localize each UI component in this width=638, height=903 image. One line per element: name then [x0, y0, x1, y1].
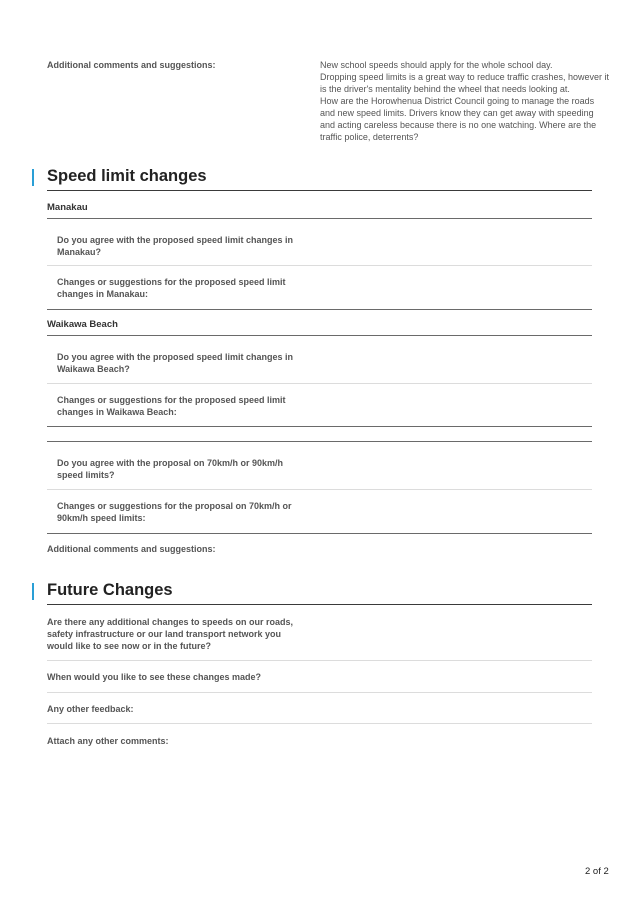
general-question-suggestions: Changes or suggestions for the proposal on 70km/h or 90km/h speed limits: [57, 501, 292, 523]
divider [47, 309, 592, 310]
top-comments-row [47, 59, 609, 142]
answer-line: New school speeds should apply for the whole school day. [320, 60, 553, 70]
answer-line: and acting careless because there is no one watching. Where are the [320, 120, 597, 130]
future-question-attach: Attach any other comments: [47, 736, 169, 746]
divider [47, 426, 592, 427]
waikawa-heading: Waikawa Beach [47, 319, 118, 330]
speed-additional-comments: Additional comments and suggestions: [47, 544, 216, 554]
answer-line: traffic police, deterrents? [320, 132, 419, 142]
future-question-additional-changes: Are there any additional changes to speeds on our roads, safety infrastructure or our land transport network you would like to see now or in the future? [47, 617, 294, 651]
waikawa-question-agree: Do you agree with the proposed speed limit changes in Waikawa Beach? [57, 352, 294, 374]
waikawa-question-suggestions: Changes or suggestions for the proposed speed limit changes in Waikawa Beach: [57, 395, 286, 417]
future-question-when: When would you like to see these changes made? [47, 672, 262, 682]
general-question-agree: Do you agree with the proposal on 70km/h or 90km/h speed limits? [57, 458, 284, 480]
answer-line: How are the Horowhenua District Council going to manage the roads [320, 96, 595, 106]
divider [47, 383, 592, 384]
section-title: Speed limit changes [47, 167, 207, 185]
top-comments-label: Additional comments and suggestions: [47, 60, 216, 70]
manakau-question-suggestions: Changes or suggestions for the proposed speed limit changes in Manakau: [57, 277, 286, 299]
answer-line: is the driver's mentality behind the wheel that needs looking at. [320, 84, 570, 94]
page-number: 2 of 2 [585, 866, 609, 877]
answer-line: Dropping speed limits is a great way to reduce traffic crashes, however it [320, 72, 609, 82]
divider [47, 441, 592, 442]
divider [47, 533, 592, 534]
answer-line: and new speed limits. Drivers know they can get away with speeding [320, 108, 594, 118]
divider [47, 265, 592, 266]
section-accent-bar [32, 583, 34, 600]
divider [47, 218, 592, 219]
top-comments-answer [320, 59, 609, 143]
divider [47, 489, 592, 490]
section-rule [47, 604, 592, 605]
divider [47, 692, 592, 693]
future-question-other-feedback: Any other feedback: [47, 704, 134, 714]
manakau-question-agree: Do you agree with the proposed speed limit changes in Manakau? [57, 235, 294, 257]
divider [47, 660, 592, 661]
section-accent-bar [32, 169, 34, 186]
section-title: Future Changes [47, 581, 173, 599]
manakau-heading: Manakau [47, 202, 88, 213]
divider [47, 723, 592, 724]
divider [47, 335, 592, 336]
section-rule [47, 190, 592, 191]
